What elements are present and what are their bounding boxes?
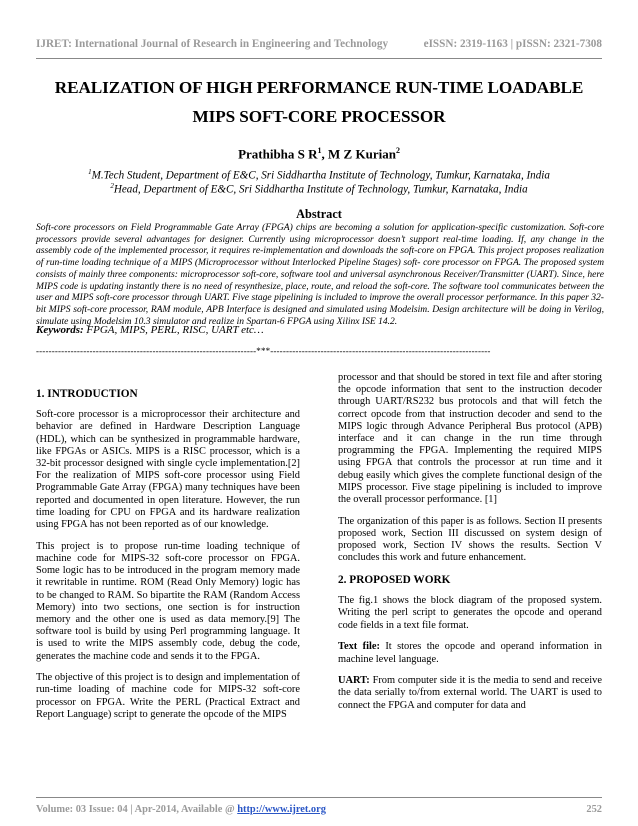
footer-rule [36, 797, 602, 798]
paragraph: The objective of this project is to design and implementation of run-time loading of machine code for MIPS-32 soft-core processor on FPGA. Write the PERL (Practical Extract and Report Language) script to generate the opcode of the MIPS [36, 672, 300, 720]
introduction-heading: 1. INTRODUCTION [36, 388, 138, 400]
issn: eISSN: 2319-1163 | pISSN: 2321-7308 [423, 38, 602, 50]
section-separator: ----------------------------------------------------------------------***---------------------------------------------------------------------- [36, 346, 491, 356]
proposed-work-heading: 2. PROPOSED WORK [338, 574, 451, 587]
author-1: Prathibha S R [238, 146, 318, 162]
page-number: 252 [586, 804, 602, 815]
text-file-label: Text file: [338, 641, 380, 653]
running-header [36, 38, 602, 50]
paragraph: Text file: It stores the opcode and operand information in machine level language. [338, 641, 602, 665]
journal-link[interactable]: http://www.ijret.org [237, 804, 326, 815]
right-column [338, 372, 602, 721]
footer [36, 804, 602, 815]
footer-volume: Volume: 03 Issue: 04 | Apr-2014, Available @ http://www.ijret.org [36, 804, 326, 815]
paper-title-line-1: REALIZATION OF HIGH PERFORMANCE RUN-TIME LOADABLE [54, 78, 584, 97]
paragraph: UART: From computer side it is the media to send and receive the data serially to/from external world. The UART is used to connect the FPGA and computer for data and [338, 675, 602, 711]
author-2: , M Z Kurian [321, 146, 396, 162]
abstract-text: Soft-core processors on Field Programmable Gate Array (FPGA) chips are becoming a solution for application-specific customization. Soft-core processors provide several advantages for designer. Currently using microprocessor doesn’t support real-time loading. If, any change in the assembly code of the implemented processor, it requires re-implementation and downloads the soft-core on FPGA. This project proposes realization of run-time loading technique of a MIPS (Microprocessor without Interlocked Pipeline Stages) soft- core processor on FPGA. The proposed system consists of mainly three components: microprocessor soft-core, software tool and universal asynchronous Receiver/Transmitter (UART). Since, here MIPS code is updating instantly there is no need of resynthesize, place, route, and reload the soft-core. The software tool communicates between the user and MIPS soft-core processor through UART. Five stage pipelining is included to improve the overall processor performance. In this paper 32-bit MIPS soft-core processor, RAM module, APB Interface is designed and simulated using Modelsim. Design architecture will be doing in Verilog, simulate using Modelsim 10.3 simulator and realize in Spartan-6 FPGA using Xilinx ISE 14.2. [36, 222, 604, 327]
header-rule [36, 58, 602, 59]
abstract-heading: Abstract [296, 207, 342, 221]
affiliation-2: $^2$Head, Department of E&C, Sri Siddhartha Institute of Technology, Tumkur, Karnataka, India [110, 182, 528, 196]
keywords [36, 324, 264, 336]
uart-label: UART: [338, 675, 370, 687]
paragraph: processor and that should be stored in text file and after storing the opcode information that sent to the instruction decoder through UART/RS232 bus protocols and that will fetch the correct opcode from that instruction decoder and send to the MIPS logic through Advance Peripheral Bus protocol (APB) interface and it can change in the run time through programming the FPGA. Implementing the required MIPS using FPGA that controls the processor at run time and it debug easily which gives the complete functional design of the MIPS processor. Five stage pipelining is included to improve the overall processor performance. [1] [338, 372, 602, 506]
author-1-sup: 1 [317, 146, 322, 155]
paragraph: Soft-core processor is a microprocessor their architecture and behavior are defined in Hardware Description Language (HDL), which can be synthesized in programmable hardware, like FPGAs or ASICs. MIPS is a RISC processor, which is a 32-bit processor designed with single cycle implementation.[2] For the realization of MIPS soft-core processor using Field Programmable Gate Array (FPGA) many techniques have been reported and documented in open literature. However, the run time loading for CPU on FPGA and its hardware realization using FPGA has not been reported as of our knowledge. [36, 409, 300, 531]
paragraph: This project is to propose run-time loading technique of machine code for MIPS-32 soft-core processor on FPGA. Some logic has to be introduced in the program memory made it rewritable in runtime. ROM (Read Only Memory) logic has to be changed to RAM. So bipartite the RAM (Random Access Memory) into two sections, one section is for instruction memory and the other one is used as data memory.[9] The software tool is build by using Perl programming language. It is used to write the MIPS assembly code, debug the code, generates the machine code and sends it to the FPGA. [36, 540, 300, 662]
journal-name: IJRET: International Journal of Research in Engineering and Technology [36, 38, 389, 50]
keywords-label: Keywords: [36, 324, 84, 336]
paragraph: The organization of this paper is as follows. Section II presents proposed work, Section III discussed on system design of proposed work, Section IV shows the results. Section V concludes this work and future enhancement. [338, 515, 602, 564]
paper-title-line-2: MIPS SOFT-CORE PROCESSOR [192, 107, 446, 126]
affiliation-1: $^1$M.Tech Student, Department of E&C, Sri Siddhartha Institute of Technology, Tumkur, Karnataka, India [88, 168, 550, 182]
paragraph: The fig.1 shows the block diagram of the proposed system. Writing the perl script to generates the opcode and operand code fields in a text file format. [338, 595, 602, 631]
author-2-sup: 2 [395, 146, 400, 155]
keywords-text: FPGA, MIPS, PERL, RISC, UART etc… [83, 324, 264, 336]
left-column [36, 388, 300, 731]
authors [0, 146, 638, 162]
